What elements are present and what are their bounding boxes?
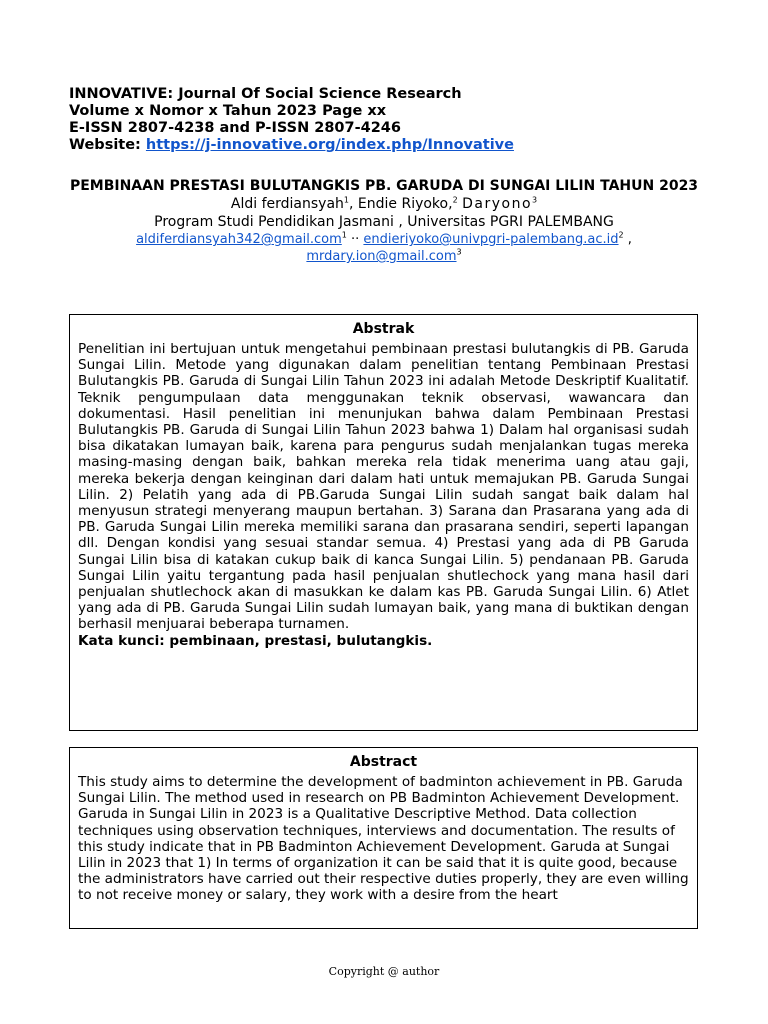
author-name: Endie Riyoko,: [357, 196, 453, 212]
paper-title-block: [69, 178, 699, 265]
copyright-footer: Copyright @ author: [328, 965, 440, 978]
email-link[interactable]: endieriyoko@univpgri-palembang.ac.id: [363, 232, 619, 247]
abstract-heading: Abstract: [349, 754, 418, 770]
author-superscript: 3: [532, 195, 538, 205]
abstrak-heading: Abstrak: [352, 321, 415, 337]
website-label: Website:: [69, 137, 141, 153]
author-name: Aldi ferdiansyah: [230, 196, 344, 212]
abstrak-text: Penelitian ini bertujuan untuk mengetahui pembinaan prestasi bulutangkis di PB. Garuda Sungai Lilin. Metode yang digunakan dalam penelitian tentang Pembinaan Prestasi Bulutangkis PB. Garuda di Sungai Lilin Tahun 2023 ini adalah Metode Deskriptif Kualitatif. Teknik pengumpulaan data menggunakan teknik observasi, wawancara dan dokumentasi. Hasil penelitian ini menunjukan bahwa dalam Pembinaan Prestasi Bulutangkis PB. Garuda di Sungai Lilin Tahun 2023 bahwa 1) Dalam hal organisasi sudah bisa dikatakan lumayan baik, karena para pengurus sudah menjalankan tugas mereka masing-masing dengan baik, bahkan mereka rela tidak menerima uang atau gaji, mereka bekerja dengan keinginan dari dalam hati untuk memajukan PB. Garuda Sungai Lilin. 2) Pelatih yang ada di PB.Garuda Sungai Lilin sudah sangat baik dalam hal menyusun strategi menyerang maupun bertahan. 3) Sarana dan Prasarana yang ada di PB. Garuda Sungai Lilin mereka memiliki sarana dan prasarana sendiri, seperti lapangan dll. Dengan kondisi yang sesuai standar semua. 4) Prestasi yang ada di PB Garuda Sungai Lilin bisa di katakan cukup baik di kanca Sungai Lilin. 5) pendanaan PB. Garuda Sungai Lilin yaitu tergantung pada hasil penjualan shutlechock yang mana hasil dari penjualan shutlechock akan di masukkan ke dalam kas PB. Garuda Sungai Lilin. 6) Atlet yang ada di PB. Garuda Sungai Lilin sudah lumayan baik, yang mana di buktikan dengan berhasil menjuarai beberapa turnamen.: [78, 341, 689, 633]
journal-issn: E-ISSN 2807-4238 and P-ISSN 2807-4246: [69, 120, 401, 136]
email-superscript: 1: [341, 230, 347, 240]
journal-website: [69, 137, 709, 154]
journal-volume: Volume x Nomor x Tahun 2023 Page xx: [69, 103, 387, 119]
author-superscript: 1: [343, 195, 349, 205]
affiliation: Program Studi Pendidikan Jasmani , Universitas PGRI PALEMBANG: [154, 214, 614, 230]
abstrak-box: [69, 314, 698, 731]
paper-title: PEMBINAAN PRESTASI BULUTANGKIS PB. GARUDA DI SUNGAI LILIN TAHUN 2023: [69, 178, 699, 194]
email-superscript: 3: [456, 247, 462, 257]
journal-name: INNOVATIVE: Journal Of Social Science Research: [69, 86, 462, 102]
abstract-text: This study aims to determine the development of badminton achievement in PB. Garuda Sungai Lilin. The method used in research on PB Badminton Achievement Development. Garuda in Sungai Lilin in 2023 is a Qualitative Descriptive Method. Data collection techniques using observation techniques, interviews and documentation. The results of this study indicate that in PB Badminton Achievement Development. Garuda at Sungai Lilin in 2023 that 1) In terms of organization it can be said that it is quite good, because the administrators have carried out their respective duties properly, they are even willing to not receive money or salary, they work with a desire from the heart: [78, 774, 689, 904]
abstract-box: [69, 747, 698, 929]
author-name: Daryono: [462, 196, 533, 212]
email-list: aldiferdiansyah342@gmail.com$^1$ ·· $endieriyoko@univpgri-palembang.ac.id^2$ , mrdary.ion@gmail.com$^3$: [136, 230, 632, 264]
email-superscript: 2: [618, 230, 624, 240]
author-list: Aldi ferdiansyah$^1$, Endie Riyoko,$^2$ Daryono$^3$: [230, 195, 538, 212]
journal-header: [69, 86, 709, 154]
website-link[interactable]: https://j-innovative.org/index.php/Innovative: [145, 137, 514, 153]
email-link[interactable]: mrdary.ion@gmail.com: [306, 249, 457, 264]
author-superscript: 2: [452, 195, 458, 205]
keywords: Kata kunci: pembinaan, prestasi, bulutangkis.: [78, 632, 433, 649]
email-link[interactable]: aldiferdiansyah342@gmail.com: [136, 232, 342, 247]
